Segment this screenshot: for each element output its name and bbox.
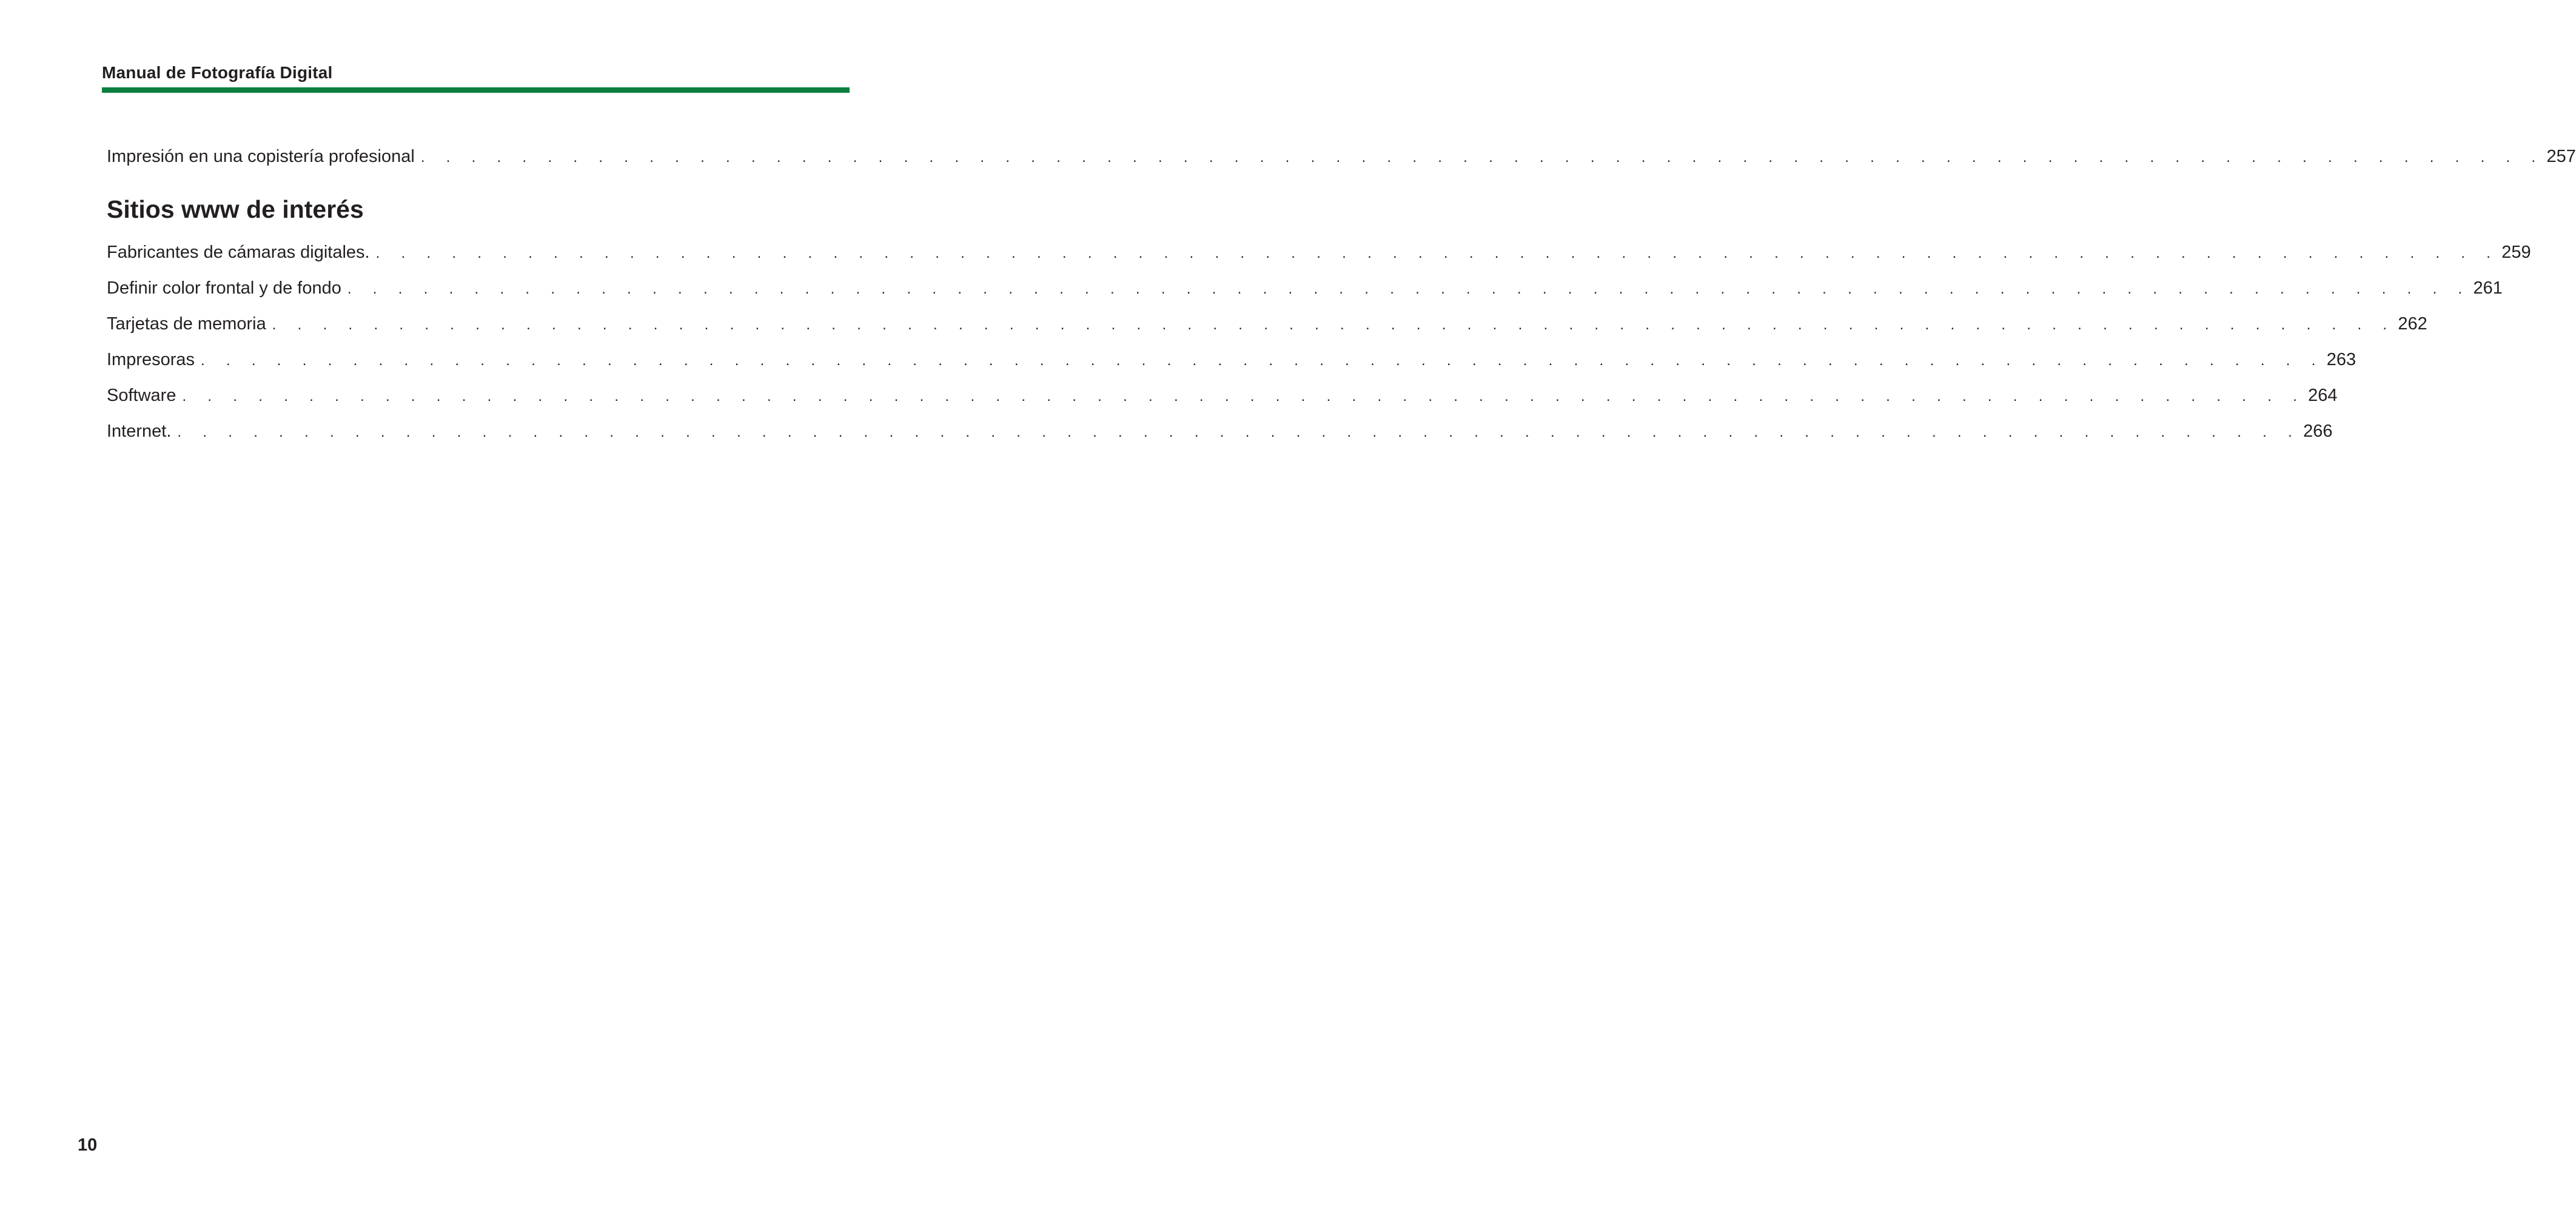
toc-entry (107, 243, 2531, 267)
toc-entry-page: 259 (2501, 243, 2531, 262)
toc-leader-dots: . . . . . . . . . . . . . . . . . . . . . . . . . . . . . . . . . . . . . . . . . . . . . . . . . . . . . . . . . . . . . . . . . . . . . . . . . . . . . . . . . . . . (201, 352, 2324, 369)
toc-entry-page: 266 (2303, 422, 2333, 441)
toc-leader-dots: . . . . . . . . . . . . . . . . . . . . . . . . . . . . . . . . . . . . . . . . . . . . . . . . . . . . . . . . . . . . . . . . . . . . . . . . . . . . . . . . . . . . (375, 245, 2500, 261)
toc-entry (107, 147, 2576, 171)
toc-entry-page: 263 (2326, 350, 2356, 369)
toc-entry-page: 257 (2546, 147, 2576, 166)
toc-leader-dots: . . . . . . . . . . . . . . . . . . . . . . . . . . . . . . . . . . . . . . . . . . . . . . . . . . . . . . . . . . . . . . . . . . . . . . . . . . . . . . . . . . . . (272, 317, 2396, 333)
toc-entry-page: 261 (2473, 278, 2503, 298)
toc-entry-page: 264 (2308, 386, 2338, 405)
section-heading: Sitios www de interés (107, 195, 364, 223)
toc-entry-title: Definir color frontal y de fondo (107, 278, 341, 298)
toc-leader-dots: . . . . . . . . . . . . . . . . . . . . . . . . . . . . . . . . . . . . . . . . . . . . . . . . . . . . . . . . . . . . . . . . . . . . . . . . . . . . . . . . . . . . (182, 388, 2306, 405)
toc-leader-dots: . . . . . . . . . . . . . . . . . . . . . . . . . . . . . . . . . . . . . . . . . . . . . . . . . . . . . . . . . . . . . . . . . . . . . . . . . . . . . . . . . . . . (347, 281, 2471, 297)
toc-entry-title: Software (107, 386, 176, 405)
toc-leader-dots: . . . . . . . . . . . . . . . . . . . . . . . . . . . . . . . . . . . . . . . . . . . . . . . . . . . . . . . . . . . . . . . . . . . . . . . . . . . . . . . . . . . . (177, 424, 2301, 440)
page-number: 10 (78, 1135, 98, 1155)
running-header-title: Manual de Fotografía Digital (102, 63, 333, 82)
toc-entry-title: Tarjetas de memoria (107, 314, 266, 334)
toc-entry (107, 350, 2356, 374)
toc-entry-title: Fabricantes de cámaras digitales. (107, 243, 370, 262)
toc-leader-dots: . . . . . . . . . . . . . . . . . . . . . . . . . . . . . . . . . . . . . . . . . . . . . . . . . . . . . . . . . . . . . . . . . . . . . . . . . . . . . . . . . . . . (420, 149, 2544, 166)
toc-entry-title: Internet. (107, 422, 172, 441)
toc-entry-page: 262 (2398, 314, 2427, 334)
toc-entry (107, 386, 2338, 410)
toc-entry (107, 278, 2503, 303)
header-rule (102, 87, 850, 93)
toc-entry (107, 314, 2427, 338)
toc-entry-title: Impresoras (107, 350, 195, 369)
toc-entry (107, 422, 2333, 446)
toc-entry-title: Impresión en una copistería profesional (107, 147, 415, 166)
